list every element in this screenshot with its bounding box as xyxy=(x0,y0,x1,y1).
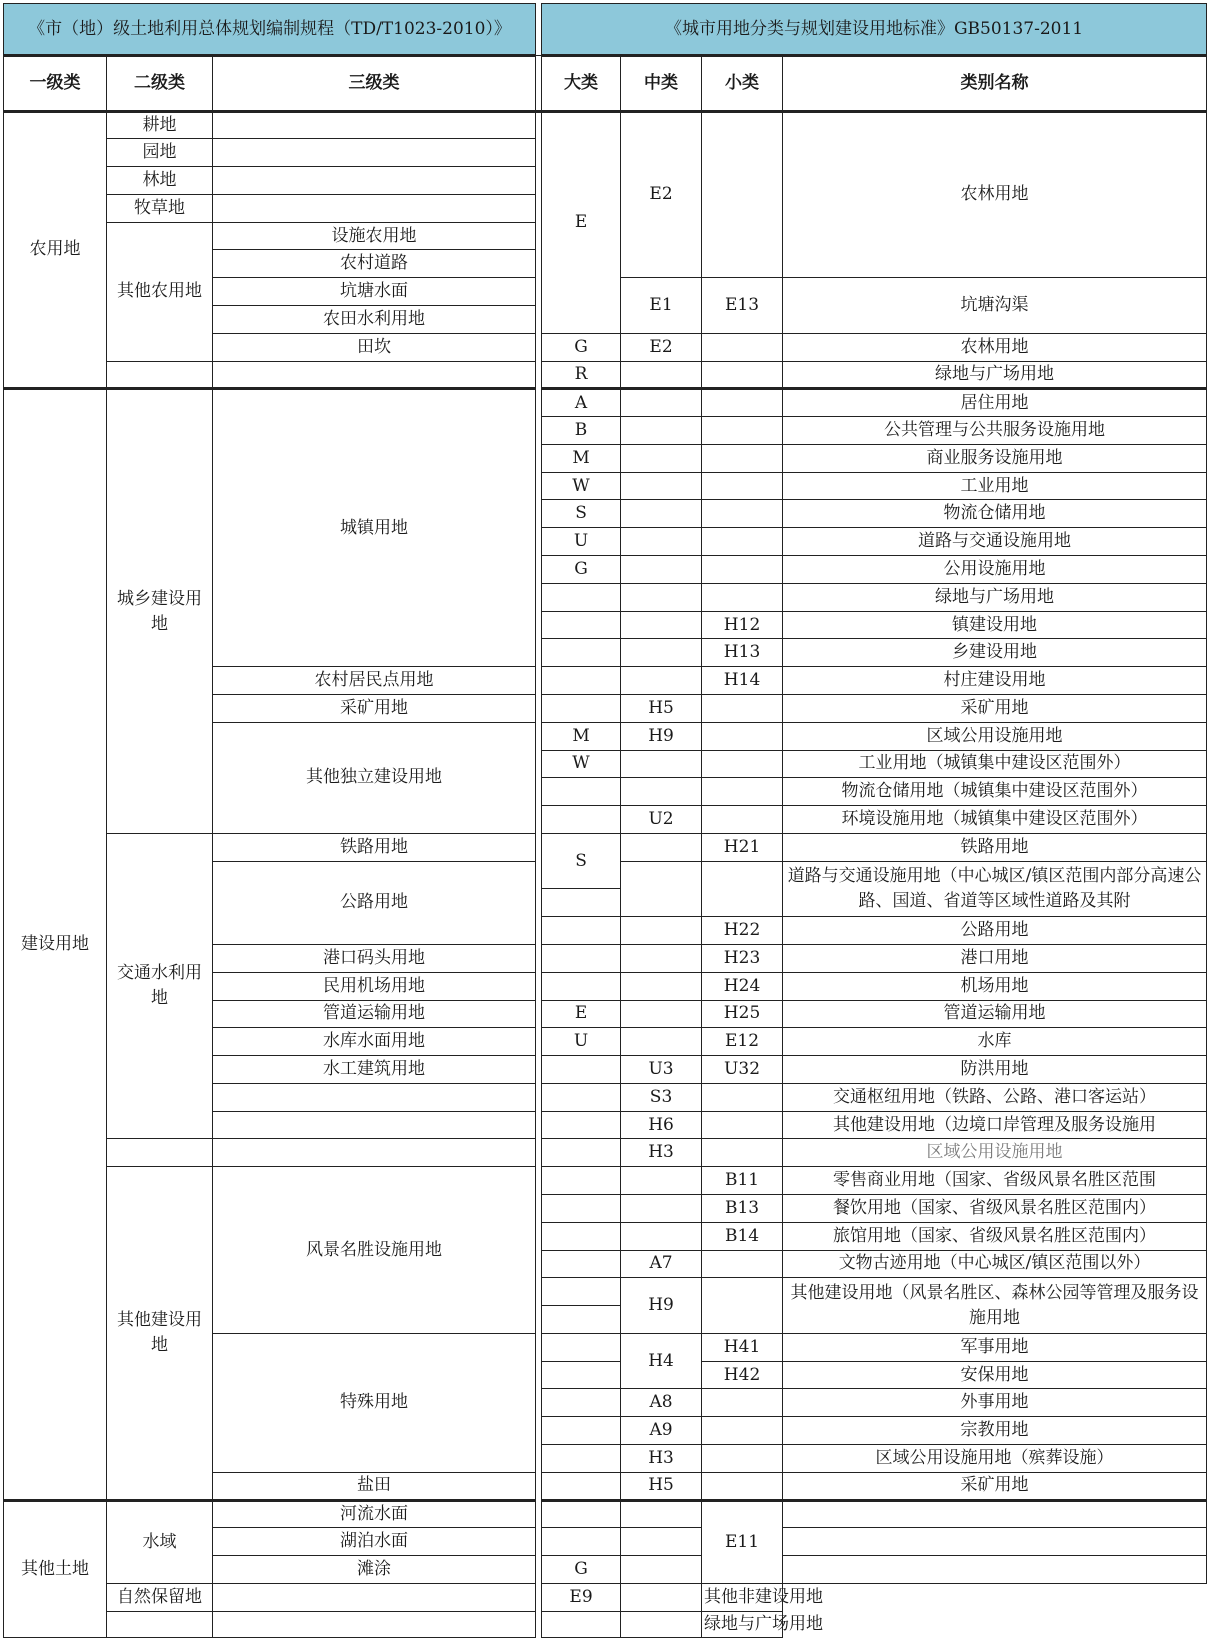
level3-cell: 特殊用地 xyxy=(213,1333,536,1472)
medium-class-cell xyxy=(621,611,702,639)
major-class-cell xyxy=(542,694,621,722)
major-class-cell: S xyxy=(542,833,621,889)
major-class-cell xyxy=(542,1306,621,1334)
category-name-cell: 工业用地 xyxy=(783,472,1207,500)
category-name-cell: 港口用地 xyxy=(783,944,1207,972)
category-name-cell: 机场用地 xyxy=(783,972,1207,1000)
minor-class-cell xyxy=(621,1611,702,1637)
major-class-cell xyxy=(542,1417,621,1445)
category-name-cell: 文物古迹用地（中心城区/镇区范围以外） xyxy=(783,1250,1207,1278)
minor-class-cell: E12 xyxy=(702,1028,783,1056)
minor-class-cell: E11 xyxy=(702,1500,783,1583)
level3-cell: 设施农用地 xyxy=(213,222,536,250)
category-name-cell: 工业用地（城镇集中建设区范围外） xyxy=(783,750,1207,778)
level1-cell: 建设用地 xyxy=(4,389,107,1500)
medium-class-cell: E1 xyxy=(621,278,702,334)
level3-cell xyxy=(213,139,536,167)
major-class-cell xyxy=(542,806,621,834)
minor-class-cell xyxy=(702,1250,783,1278)
level3-cell: 农田水利用地 xyxy=(213,306,536,334)
level3-cell: 河流水面 xyxy=(213,1500,536,1528)
level3-cell xyxy=(213,1111,536,1139)
level3-cell: 城镇用地 xyxy=(213,389,536,667)
minor-class-cell xyxy=(702,417,783,445)
minor-class-cell: E13 xyxy=(702,278,783,334)
medium-class-cell: A8 xyxy=(621,1389,702,1417)
major-class-cell: G xyxy=(542,333,621,361)
minor-class-cell xyxy=(702,1417,783,1445)
minor-class-cell: H13 xyxy=(702,639,783,667)
major-class-cell: R xyxy=(542,361,621,389)
table-row xyxy=(4,1611,1207,1637)
category-name-cell: 绿地与广场用地 xyxy=(702,1611,783,1637)
header-level3: 三级类 xyxy=(213,56,536,111)
major-class-cell xyxy=(542,1528,621,1556)
medium-class-cell: U2 xyxy=(621,806,702,834)
header-major-class: 大类 xyxy=(542,56,621,111)
medium-class-cell: A9 xyxy=(621,1417,702,1445)
category-name-cell: 环境设施用地（城镇集中建设区范围外） xyxy=(783,806,1207,834)
category-name-cell: 居住用地 xyxy=(783,389,1207,417)
minor-class-cell xyxy=(702,861,783,917)
minor-class-cell xyxy=(702,778,783,806)
major-class-cell xyxy=(542,667,621,695)
minor-class-cell: H23 xyxy=(702,944,783,972)
category-name-cell: 公共管理与公共服务设施用地 xyxy=(783,417,1207,445)
major-class-cell: W xyxy=(542,472,621,500)
minor-class-cell: H41 xyxy=(702,1333,783,1361)
category-name-cell: 道路与交通设施用地 xyxy=(783,528,1207,556)
column-divider xyxy=(536,222,542,250)
medium-class-cell xyxy=(621,833,702,861)
major-class-cell xyxy=(542,611,621,639)
medium-class-cell: E2 xyxy=(621,333,702,361)
medium-class-cell xyxy=(621,1556,702,1584)
category-name-cell: 军事用地 xyxy=(783,1333,1207,1361)
major-class-cell xyxy=(542,1139,621,1167)
minor-class-cell: H14 xyxy=(702,667,783,695)
column-divider xyxy=(536,167,542,195)
major-class-cell xyxy=(542,1445,621,1473)
major-class-cell: U xyxy=(542,1028,621,1056)
major-class-cell xyxy=(542,1333,621,1361)
column-divider xyxy=(536,250,542,278)
level3-cell xyxy=(213,194,536,222)
major-class-cell xyxy=(542,889,621,917)
medium-class-cell: H9 xyxy=(621,722,702,750)
major-class-cell: E xyxy=(542,111,621,333)
minor-class-cell: H24 xyxy=(702,972,783,1000)
major-class-cell xyxy=(542,1083,621,1111)
minor-class-cell xyxy=(702,1472,783,1500)
minor-class-cell: B13 xyxy=(702,1195,783,1223)
level2-cell: 其他建设用地 xyxy=(107,1167,213,1500)
column-divider xyxy=(536,306,542,334)
category-name-cell: 乡建设用地 xyxy=(783,639,1207,667)
level2-cell: 水域 xyxy=(107,1500,213,1583)
category-name-cell: 农林用地 xyxy=(783,333,1207,361)
category-name-cell: 防洪用地 xyxy=(783,1056,1207,1084)
column-divider xyxy=(536,861,542,889)
level2-cell xyxy=(107,361,213,389)
title-row xyxy=(4,4,1207,56)
major-class-cell xyxy=(542,639,621,667)
medium-class-cell: H6 xyxy=(621,1111,702,1139)
medium-class-cell xyxy=(621,778,702,806)
level3-cell: 农村道路 xyxy=(213,250,536,278)
level3-cell: 其他独立建设用地 xyxy=(213,722,536,833)
minor-class-cell xyxy=(702,722,783,750)
column-divider xyxy=(536,278,542,306)
medium-class-cell xyxy=(621,583,702,611)
medium-class-cell xyxy=(621,861,702,917)
category-name-cell: 餐饮用地（国家、省级风景名胜区范围内） xyxy=(783,1195,1207,1223)
minor-class-cell xyxy=(702,1083,783,1111)
header-medium-class: 中类 xyxy=(621,56,702,111)
level2-cell xyxy=(107,1139,213,1167)
category-name-cell xyxy=(783,1500,1207,1528)
table-row xyxy=(4,1500,1207,1528)
level3-cell xyxy=(213,1583,536,1611)
medium-class-cell xyxy=(621,500,702,528)
table-row xyxy=(4,1583,1207,1611)
major-class-cell xyxy=(542,1195,621,1223)
medium-class-cell xyxy=(621,1167,702,1195)
level1-cell: 其他土地 xyxy=(4,1500,107,1637)
medium-class-cell xyxy=(621,417,702,445)
minor-class-cell: H42 xyxy=(702,1361,783,1389)
medium-class-cell xyxy=(621,528,702,556)
medium-class-cell xyxy=(621,972,702,1000)
major-class-cell: M xyxy=(542,444,621,472)
minor-class-cell: B11 xyxy=(702,1167,783,1195)
major-class-cell xyxy=(542,1278,621,1306)
category-name-cell: 区域公用设施用地 xyxy=(783,722,1207,750)
major-class-cell: W xyxy=(542,750,621,778)
medium-class-cell: H9 xyxy=(621,1278,702,1334)
level3-cell: 铁路用地 xyxy=(213,833,536,861)
medium-class-cell: E9 xyxy=(542,1583,621,1611)
medium-class-cell: E2 xyxy=(621,111,702,278)
level1-cell: 农用地 xyxy=(4,111,107,389)
minor-class-cell xyxy=(702,500,783,528)
category-name-cell: 管道运输用地 xyxy=(783,1000,1207,1028)
medium-class-cell xyxy=(621,944,702,972)
medium-class-cell xyxy=(621,389,702,417)
category-name-cell: 其他非建设用地 xyxy=(702,1583,783,1611)
level2-cell: 城乡建设用地 xyxy=(107,389,213,834)
minor-class-cell: H21 xyxy=(702,833,783,861)
header-level2: 二级类 xyxy=(107,56,213,111)
minor-class-cell: H22 xyxy=(702,917,783,945)
category-name-cell: 采矿用地 xyxy=(783,694,1207,722)
minor-class-cell: H12 xyxy=(702,611,783,639)
level3-cell xyxy=(213,111,536,139)
column-divider xyxy=(536,139,542,167)
category-name-cell: 铁路用地 xyxy=(783,833,1207,861)
category-name-cell: 区域公用设施用地（殡葬设施） xyxy=(783,1445,1207,1473)
medium-class-cell xyxy=(621,1028,702,1056)
medium-class-cell xyxy=(621,1000,702,1028)
minor-class-cell xyxy=(702,528,783,556)
category-name-cell: 零售商业用地（国家、省级风景名胜区范围 xyxy=(783,1167,1207,1195)
medium-class-cell xyxy=(621,1528,702,1556)
table-row xyxy=(4,833,1207,861)
table-row xyxy=(4,361,1207,389)
level3-cell: 管道运输用地 xyxy=(213,1000,536,1028)
land-classification-table xyxy=(3,3,1207,1638)
level3-cell xyxy=(213,1139,536,1167)
medium-class-cell xyxy=(621,917,702,945)
level3-cell: 民用机场用地 xyxy=(213,972,536,1000)
medium-class-cell: H5 xyxy=(621,1472,702,1500)
level3-cell xyxy=(213,1083,536,1111)
level3-cell: 滩涂 xyxy=(213,1556,536,1584)
level3-cell: 农村居民点用地 xyxy=(213,667,536,695)
major-class-cell xyxy=(542,1389,621,1417)
medium-class-cell xyxy=(621,556,702,584)
major-class-cell xyxy=(542,917,621,945)
category-name-cell: 镇建设用地 xyxy=(783,611,1207,639)
category-name-cell: 物流仓储用地（城镇集中建设区范围外） xyxy=(783,778,1207,806)
level3-cell: 采矿用地 xyxy=(213,694,536,722)
minor-class-cell xyxy=(702,806,783,834)
medium-class-cell: H5 xyxy=(621,694,702,722)
left-standard-title: 《市（地）级土地利用总体规划编制规程（TD/T1023-2010）》 xyxy=(4,4,536,56)
category-name-cell: 区域公用设施用地 xyxy=(783,1139,1207,1167)
medium-class-cell xyxy=(621,444,702,472)
medium-class-cell xyxy=(621,1500,702,1528)
category-name-cell: 外事用地 xyxy=(783,1389,1207,1417)
header-category-name: 类别名称 xyxy=(783,56,1207,111)
table-row xyxy=(4,111,1207,139)
category-name-cell: 其他建设用地（风景名胜区、森林公园等管理及服务设施用地 xyxy=(783,1278,1207,1334)
category-name-cell: 绿地与广场用地 xyxy=(783,361,1207,389)
table-row xyxy=(4,389,1207,417)
medium-class-cell: H4 xyxy=(621,1333,702,1389)
level2-cell: 交通水利用地 xyxy=(107,833,213,1139)
medium-class-cell: A7 xyxy=(621,1250,702,1278)
category-name-cell: 绿地与广场用地 xyxy=(783,583,1207,611)
minor-class-cell xyxy=(702,583,783,611)
category-name-cell: 安保用地 xyxy=(783,1361,1207,1389)
minor-class-cell xyxy=(702,1111,783,1139)
major-class-cell xyxy=(542,944,621,972)
major-class-cell xyxy=(542,972,621,1000)
minor-class-cell xyxy=(702,694,783,722)
level2-cell: 林地 xyxy=(107,167,213,195)
minor-class-cell xyxy=(702,1445,783,1473)
category-name-cell: 公路用地 xyxy=(783,917,1207,945)
header-row xyxy=(4,56,1207,111)
major-class-cell xyxy=(542,1167,621,1195)
medium-class-cell xyxy=(621,639,702,667)
minor-class-cell xyxy=(702,111,783,278)
major-class-cell xyxy=(542,1250,621,1278)
medium-class-cell xyxy=(621,667,702,695)
level3-cell: 公路用地 xyxy=(213,861,536,944)
medium-class-cell xyxy=(621,472,702,500)
header-level1: 一级类 xyxy=(4,56,107,111)
major-class-cell: B xyxy=(542,417,621,445)
medium-class-cell xyxy=(621,361,702,389)
level2-cell: 园地 xyxy=(107,139,213,167)
minor-class-cell xyxy=(702,361,783,389)
category-name-cell xyxy=(783,1528,1207,1556)
major-class-cell: M xyxy=(542,722,621,750)
medium-class-cell: S3 xyxy=(621,1083,702,1111)
major-class-cell: G xyxy=(542,1556,621,1584)
category-name-cell: 其他建设用地（边境口岸管理及服务设施用 xyxy=(783,1111,1207,1139)
level3-cell: 风景名胜设施用地 xyxy=(213,1167,536,1334)
major-class-cell xyxy=(542,1222,621,1250)
medium-class-cell xyxy=(542,1611,621,1637)
medium-class-cell xyxy=(621,1195,702,1223)
major-class-cell: G xyxy=(542,556,621,584)
category-name-cell: 旅馆用地（国家、省级风景名胜区范围内） xyxy=(783,1222,1207,1250)
major-class-cell: S xyxy=(542,500,621,528)
minor-class-cell xyxy=(702,333,783,361)
major-class-cell: A xyxy=(542,389,621,417)
major-class-cell xyxy=(542,1361,621,1389)
category-name-cell xyxy=(783,1556,1207,1584)
level3-cell xyxy=(213,1611,536,1637)
minor-class-cell xyxy=(702,444,783,472)
level3-cell: 水库水面用地 xyxy=(213,1028,536,1056)
minor-class-cell xyxy=(702,1278,783,1334)
major-class-cell xyxy=(542,1056,621,1084)
level2-cell: 牧草地 xyxy=(107,194,213,222)
right-standard-title: 《城市用地分类与规划建设用地标准》GB50137-2011 xyxy=(542,4,1207,56)
category-name-cell: 采矿用地 xyxy=(783,1472,1207,1500)
major-class-cell xyxy=(542,1472,621,1500)
minor-class-cell: B14 xyxy=(702,1222,783,1250)
level3-cell: 田坎 xyxy=(213,333,536,361)
major-class-cell xyxy=(542,583,621,611)
minor-class-cell xyxy=(702,556,783,584)
minor-class-cell xyxy=(621,1583,702,1611)
medium-class-cell xyxy=(621,1222,702,1250)
category-name-cell: 公用设施用地 xyxy=(783,556,1207,584)
level3-cell: 坑塘水面 xyxy=(213,278,536,306)
level3-cell xyxy=(213,361,536,389)
level3-cell: 水工建筑用地 xyxy=(213,1056,536,1084)
minor-class-cell xyxy=(702,1139,783,1167)
medium-class-cell: H3 xyxy=(621,1445,702,1473)
minor-class-cell xyxy=(702,750,783,778)
major-class-cell: U xyxy=(542,528,621,556)
category-name-cell: 物流仓储用地 xyxy=(783,500,1207,528)
level2-cell: 自然保留地 xyxy=(107,1583,213,1611)
category-name-cell: 坑塘沟渠 xyxy=(783,278,1207,334)
table-row xyxy=(4,1167,1207,1195)
column-divider xyxy=(536,194,542,222)
category-name-cell: 商业服务设施用地 xyxy=(783,444,1207,472)
medium-class-cell: U3 xyxy=(621,1056,702,1084)
header-minor-class: 小类 xyxy=(702,56,783,111)
minor-class-cell: U32 xyxy=(702,1056,783,1084)
medium-class-cell xyxy=(621,750,702,778)
category-name-cell: 水库 xyxy=(783,1028,1207,1056)
level3-cell: 港口码头用地 xyxy=(213,944,536,972)
minor-class-cell xyxy=(702,472,783,500)
minor-class-cell xyxy=(702,1389,783,1417)
level3-cell: 湖泊水面 xyxy=(213,1528,536,1556)
minor-class-cell: H25 xyxy=(702,1000,783,1028)
category-name-cell: 交通枢纽用地（铁路、公路、港口客运站） xyxy=(783,1083,1207,1111)
level2-cell xyxy=(107,1611,213,1637)
level2-cell: 其他农用地 xyxy=(107,222,213,361)
major-class-cell xyxy=(542,1111,621,1139)
major-class-cell: E xyxy=(542,1000,621,1028)
category-name-cell: 道路与交通设施用地（中心城区/镇区范围内部分高速公路、国道、省道等区域性道路及其附 xyxy=(783,861,1207,917)
level3-cell: 盐田 xyxy=(213,1472,536,1500)
category-name-cell: 村庄建设用地 xyxy=(783,667,1207,695)
medium-class-cell: H3 xyxy=(621,1139,702,1167)
major-class-cell xyxy=(542,1500,621,1528)
major-class-cell xyxy=(542,778,621,806)
category-name-cell: 农林用地 xyxy=(783,111,1207,278)
table-row xyxy=(4,1139,1207,1167)
level2-cell: 耕地 xyxy=(107,111,213,139)
level3-cell xyxy=(213,167,536,195)
minor-class-cell xyxy=(702,389,783,417)
category-name-cell: 宗教用地 xyxy=(783,1417,1207,1445)
